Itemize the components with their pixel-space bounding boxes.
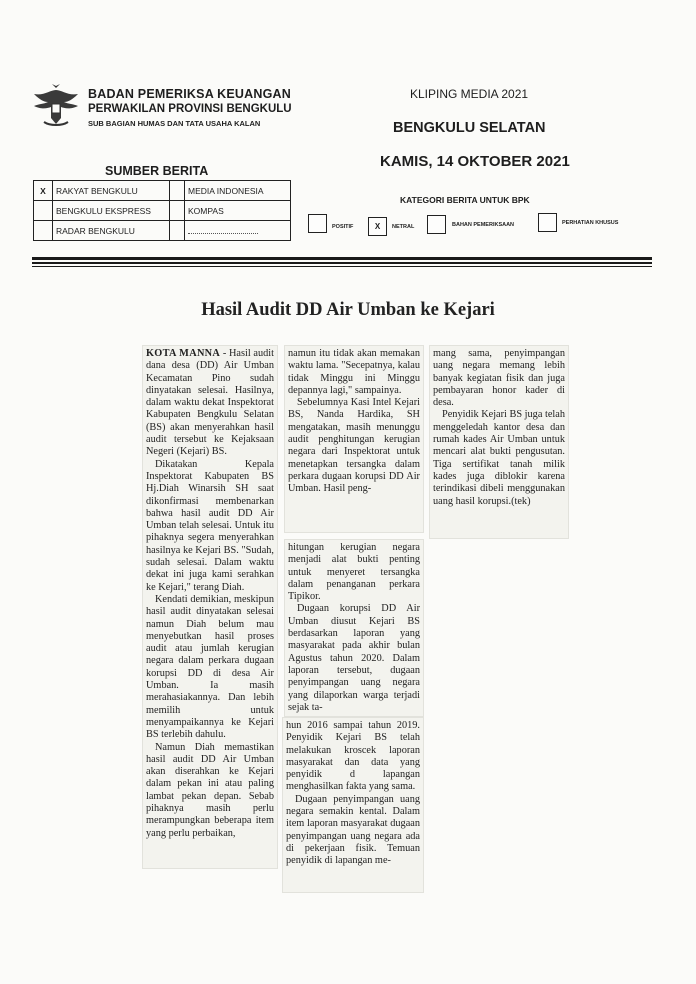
source-row bbox=[34, 221, 291, 241]
article-paragraph: KOTA MANNA - Hasil audit dana desa (DD) Air Umban Kecamatan Pino sudah dinyatakan selesai. Hasilnya, dalam waktu dekat Inspektorat Kabupaten Bengkulu Selatan (BS) akan menyerahkan hasil audit tersebut ke Kejaksaan Negeri (Kejari) BS. bbox=[146, 348, 274, 458]
header-divider bbox=[32, 262, 652, 264]
article-paragraph: Dugaan korupsi DD Air Umban diusut Kejari BS berdasarkan laporan yang masyarakat pada akhir bulan Agustus tahun 2020. Dalam laporan tersebut, dugaan penyimpangan uang negara yang dilaporkan warga terjadi sejak ta- bbox=[288, 603, 420, 713]
article-paragraph: Sebelumnya Kasi Intel Kejari BS, Nanda Hardika, SH mengatakan, masih menunggu audit penghitungan kerugian negara dari Inspektorat untuk menetapkan tersangka dalam perkara dugaan korupsi DD Air Umban. Hasil peng- bbox=[288, 397, 420, 495]
source-table bbox=[33, 180, 291, 241]
article-column-1 bbox=[143, 346, 277, 868]
source-title: SUMBER BERITA bbox=[105, 164, 209, 178]
header-divider bbox=[32, 257, 652, 260]
source-row bbox=[34, 201, 291, 221]
article-paragraph: Dikatakan Kepala Inspektorat Kabupaten BS Hj.Diah Winarsih SH saat dikonfirmasi membenarkan bahwa hasil audit DD Air Umban telah selesai. Untuk itu pihaknya segera menyerahkan hasilnya ke Kejari BS. "Sudah, sudah selesai. Dalam waktu dekat ini juga kami serahkan ke Kejari," terang Diah. bbox=[146, 458, 274, 593]
category-checkbox-perhatian-khusus bbox=[538, 213, 557, 232]
article-paragraph: hun 2016 sampai tahun 2019. Penyidik Kejari BS telah melakukan kroscek laporan masyarakat dan data yang penyidik d lapangan menghasilkan fakta yang sama. bbox=[286, 720, 420, 793]
header-divider bbox=[32, 266, 652, 267]
category-checkbox-positif bbox=[308, 214, 327, 233]
kliping-label: KLIPING MEDIA 2021 bbox=[410, 87, 529, 101]
source-name: MEDIA INDONESIA bbox=[185, 181, 291, 201]
category-checkbox-netral: X bbox=[368, 217, 387, 236]
article-paragraph: hitungan kerugian negara menjadi alat bukti penting untuk menyeret tersangka dalam penanganan perkara Tipikor. bbox=[288, 542, 420, 603]
category-label: PERHATIAN KHUSUS bbox=[562, 220, 619, 226]
category-title: KATEGORI BERITA UNTUK BPK bbox=[400, 195, 530, 205]
garuda-emblem-icon bbox=[30, 78, 82, 130]
category-label: POSITIF bbox=[332, 224, 354, 230]
source-check: X bbox=[34, 181, 53, 201]
article-column-2-bottom bbox=[283, 718, 423, 892]
source-name: BENGKULU EKSPRESS bbox=[53, 201, 170, 221]
publication-date: KAMIS, 14 OKTOBER 2021 bbox=[380, 153, 570, 170]
source-name: RAKYAT BENGKULU bbox=[53, 181, 170, 201]
source-check bbox=[34, 221, 53, 241]
source-name: KOMPAS bbox=[185, 201, 291, 221]
article-headline: Hasil Audit DD Air Umban ke Kejari bbox=[201, 300, 495, 320]
source-check bbox=[34, 201, 53, 221]
category-label: NETRAL bbox=[392, 224, 415, 230]
region-title: BENGKULU SELATAN bbox=[393, 120, 546, 136]
article-paragraph: Penyidik Kejari BS juga telah menggeledah kantor desa dan rumah kades Air Umban untuk mencari alat bukti pengusutan. Tiga sertifikat tanah milik kades juga diblokir karena terindikasi dibeli menggunakan uang hasil korupsi.(tek) bbox=[433, 409, 565, 507]
article-paragraph: Dugaan penyimpangan uang negara semakin kental. Dalam item laporan masyarakat dugaan penyimpangan uang negara ada di pekerjaan fisik. Temuan penyidik di lapangan me- bbox=[286, 793, 420, 867]
organization-branch: PERWAKILAN PROVINSI BENGKULU bbox=[88, 103, 292, 115]
article-column-3 bbox=[430, 346, 568, 538]
article-paragraph: mang sama, penyimpangan uang negara memang lebih banyak kegiatan fisik dan juga pembayaran honor kader di desa. bbox=[433, 348, 565, 409]
organization-name: BADAN PEMERIKSA KEUANGAN bbox=[88, 87, 291, 101]
source-row bbox=[34, 181, 291, 201]
article-column-2-top bbox=[285, 346, 423, 532]
article-paragraph: Kendati demikian, meskipun hasil audit dinyatakan selesai namun Diah belum mau menyebutkan hasil proses audit atau jumlah kerugian negara dalam perkara dugaan korupsi DD di desa Air Umban. Ia masih merahasiakannya. Dan lebih memilih untuk menyampaikannya ke Kejari BS terlebih dahulu. bbox=[146, 593, 274, 741]
category-checkbox-bahan-pemeriksaan bbox=[427, 215, 446, 234]
category-label: BAHAN PEMERIKSAAN bbox=[452, 222, 515, 228]
article-paragraph: namun itu tidak akan memakan waktu lama. "Secepatnya, kalau tidak Minggu ini Minggu depannya lagi," sampainya. bbox=[288, 348, 420, 396]
article-column-2-middle bbox=[285, 540, 423, 716]
source-blank-line bbox=[185, 221, 291, 241]
dateline: KOTA MANNA bbox=[146, 348, 221, 359]
organization-subdivision: SUB BAGIAN HUMAS DAN TATA USAHA KALAN bbox=[88, 119, 261, 128]
article-paragraph: Namun Diah memastikan hasil audit DD Air Umban akan diserahkan ke Kejari dalam pekan ini atau paling lambat pekan depan. Sebab pihaknya masih perlu merampungkan beberapa item yang perlu perbaikan, bbox=[146, 741, 274, 839]
source-name: RADAR BENGKULU bbox=[53, 221, 170, 241]
